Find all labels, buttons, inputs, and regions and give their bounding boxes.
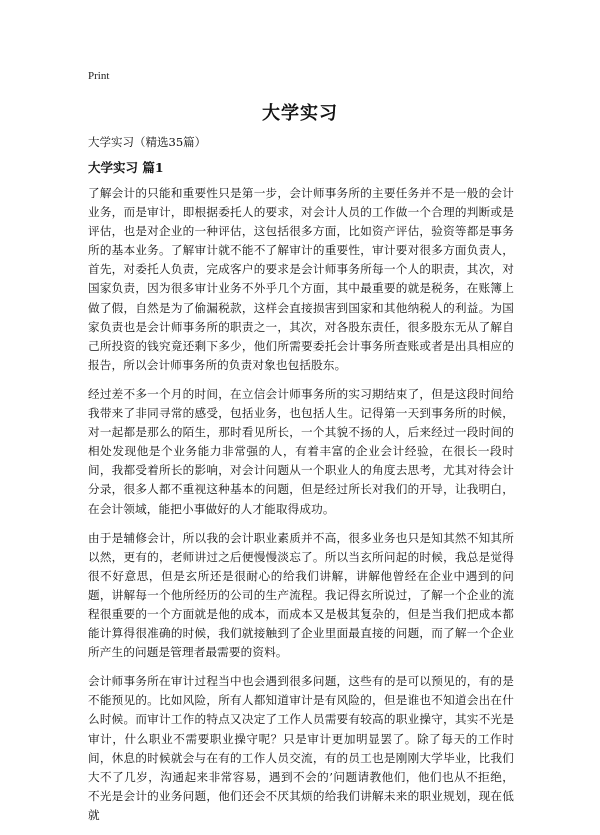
print-label: Print [88, 70, 110, 82]
document-body [88, 184, 514, 835]
paragraph: 经过差不多一个月的时间，在立信会计师事务所的实习期结束了，但是这段时间给我带来了非同寻常的感受，包括业务，也包括人生。记得第一天到事务所的时候，对一起都是那么的陌生，那时看见所长，一个其貌不扬的人，后来经过一段时间的相处发现他是个业务能力非常强的人，有着丰富的企业会计经验，在很长一段时间，我都受着所长的影响，对会计问题从一个职业人的角度去思考，尤其对待会计分录，很多人都不重视这种基本的问题，但是经过所长对我们的开导，让我明白，在会计领域，能把小事做好的人才能取得成功。 [88, 386, 514, 516]
paragraph: 了解会计的只能和重要性只是第一步，会计师事务所的主要任务并不是一般的会计业务，而是审计，即根据委托人的要求，对会计人员的工作做一个合理的判断或是评估，也是对企业的一种评估，这包括很多方面，比如资产评估，验资等都是事务所的基本业务。了解审计就不能不了解审计的重要性，审计要对很多方面负责人，首先，对委托人负责，完成客户的要求是会计师事务所每一个人的职责，其次，对国家负责，因为很多审计业务不外乎几个方面，其中最重要的就是税务，在账簿上做了假，自然是为了偷漏税款，这样会直接损害到国家和其他纳税人的利益。为国家负责也是会计师事务所的职责之一，其次，对各股东责任，很多股东无从了解自己所投资的钱究竟还剩下多少，他们所需要委托会计事务所查账或者是出具相应的报告，所以会计师事务所的负责对象也包括股东。 [88, 186, 514, 372]
document-subtitle: 大学实习（精选35篇） [88, 135, 207, 149]
section-heading: 大学实习 篇1 [88, 160, 164, 175]
paragraph: 会计师事务所在审计过程当中也会遇到很多问题，这些有的是可以预见的，有的是不能预见的。比如风险，所有人都知道审计是有风险的，但是谁也不知道会出在什么时候。而审计工作的特点又决定了工作人员需要有较高的职业操守，其实不光是审计，什么职业不需要职业操守呢？只是审计更加明显罢了。除了每天的工作时间，休息的时候就会与在有的工作人员交流，有的员工也是刚刚大学毕业，比我们大不了几岁，沟通起来非常容易，遇到不会的’问题请教他们，他们也从不拒绝，不光是会计的业务问题，他们还会不厌其烦的给我们讲解未来的职业规划，现在低就 [88, 674, 514, 822]
page-title: 大学实习 [262, 103, 338, 124]
paragraph: 由于是辅修会计，所以我的会计职业素质并不高，很多业务也只是知其然不知其所以然，更有的，老师讲过之后便慢慢淡忘了。所以当玄所问起的时候，我总是觉得很不好意思，但是玄所还是很耐心的给我们讲解，讲解他曾经在企业中遇到的问题，讲解每一个他所经历的公司的生产流程。我记得玄所说过，了解一个企业的流程很重要的一个方面就是他的成本，而成本又是极其复杂的，但是当我们把成本都能计算得很准确的时候，我们就接触到了企业里面最直接的问题，而了解一个企业所产生的问题是管理者最需要的资料。 [88, 530, 514, 660]
